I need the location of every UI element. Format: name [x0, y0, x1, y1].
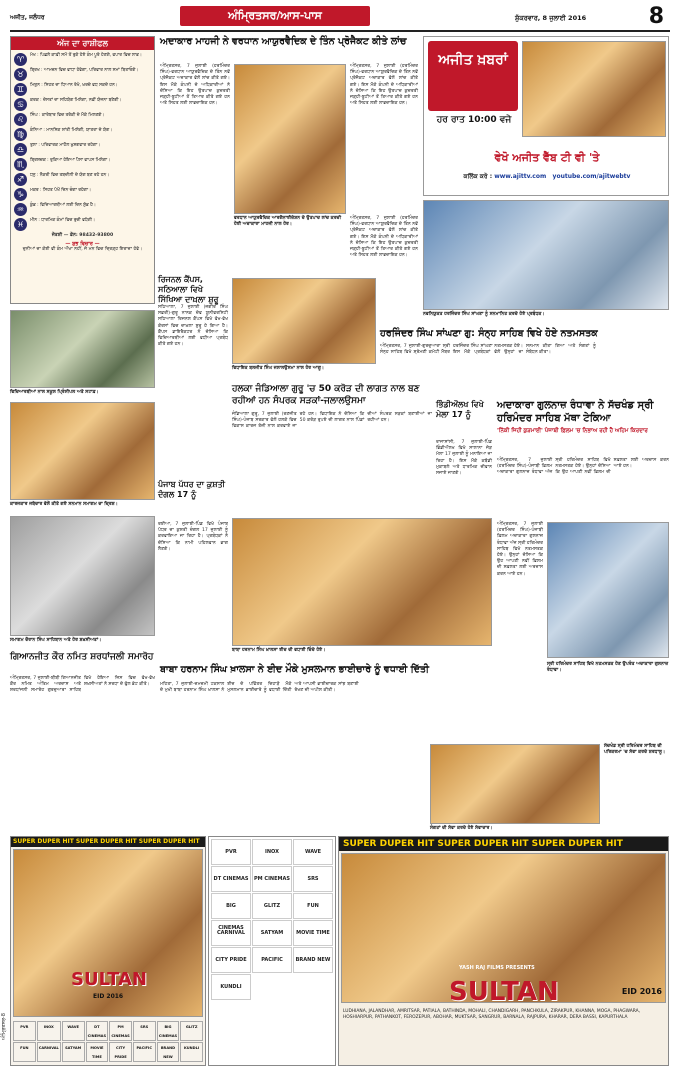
- horoscope-item: [14, 218, 151, 231]
- cinema-logo: BIG CINEMAS: [157, 1021, 180, 1041]
- ayurveda-body: ਅੰਮ੍ਰਿਤਸਰ, 7 ਜੁਲਾਈ (ਹਰਮਿੰਦਰ ਸਿੰਘ)-ਵਰਧਾਨ ਆਯੁਰਵੈਦਿਕ ਦੇ ਤਿੰਨ ਨਵੇਂ ਪ੍ਰੋਜੈਕਟ ਅਦਾਕਾਰ ਵੱਲੋਂ ਲਾਂਚ ਕੀਤੇ ਗਏ। ਇਸ ਮੌਕੇ ਕੰਪਨੀ ਦੇ ਅਧਿਕਾਰੀਆਂ ਨੇ ਦੱਸਿਆ ਕਿ ਇਹ ਉਤਪਾਦ ਕੁਦਰਤੀ ਜੜ੍ਹੀ-ਬੂਟੀਆਂ ਤੋਂ ਤਿਆਰ ਕੀਤੇ ਗਏ ਹਨ ਅਤੇ ਸਿਹਤ ਲਈ ਲਾਭਦਾਇਕ ਹਨ।: [160, 64, 230, 107]
- masthead-section: [180, 6, 370, 26]
- cinema-logo: PM CINEMAS: [252, 866, 292, 892]
- zodiac-icon: ♈: [14, 53, 27, 66]
- horoscope-item: [14, 128, 151, 141]
- ajit-news-title: ਅਜੀਤ ਖ਼ਬਰਾਂ: [438, 52, 508, 68]
- school-photo: [10, 310, 155, 388]
- gulzar-subhead: 'ਨਿੱਕੀ ਜਿਹੀ ਕੁੜਮਾਈ' ਪੰਜਾਬੀ ਫ਼ਿਲਮ 'ਚ ਨਿਭਾਅ ਰਹੀ ਹੈ ਅਹਿਮ ਕਿਰਦਾਰ: [497, 428, 648, 434]
- baba-caption: ਬਾਬਾ ਹਰਨਾਮ ਸਿੰਘ ਖ਼ਾਲਸਾ ਈਦ ਦੀ ਵਧਾਈ ਦਿੰਦੇ ਹੋਏ।: [232, 648, 326, 653]
- cinema-logo: CARNIVAL: [211, 920, 251, 946]
- zodiac-icon: ♉: [14, 68, 27, 81]
- sultan-right-title: SULTAN: [449, 977, 559, 1007]
- mela-headline: ਭਿੰਡੀਔਲਖ ਵਿਖੇ ਮੇਲਾ 17 ਨੂੰ: [436, 400, 484, 419]
- ayurveda-article: [160, 36, 418, 272]
- cinema-logo: MOVIE TIME: [293, 920, 333, 946]
- horoscope-text: ਕੁੰਭ : ਵਿਦਿਆਰਥੀਆਂ ਲਈ ਦਿਨ ਸ਼ੁੱਭ ਹੈ।: [30, 203, 96, 208]
- sultan-right-cities: LUDHIANA, JALANDHAR, AMRITSAR, PATIALA, BATHINDA, MOHALI, CHANDIGARH, PANCHKULA, ZIRAKPUR, KHANNA, MOGA, PHAGWARA, HOSHIARPUR, PATHANKOT, FEROZEPUR, ABOHAR, MUKTSAR, SANGRUR, BARNALA, RAJPURA, KHARAR, DERA BASSI, KAPURTHALA: [343, 1009, 641, 1020]
- horoscope-item: [14, 83, 151, 96]
- thought-text: ਦੁਨੀਆਂ ਦਾ ਕੋਈ ਵੀ ਕੰਮ ਔਖਾ ਨਹੀਂ, ਜੇ ਮਨ ਵਿਚ ਦ੍ਰਿੜ੍ਹ ਇਰਾਦਾ ਹੋਵੇ।: [22, 247, 143, 252]
- halka-headline: ਹਲਕਾ ਜੰਡਿਆਲਾ ਗੁਰੂ 'ਚ 50 ਕਰੋੜ ਦੀ ਲਾਗਤ ਨਾਲ ਬਣ ਰਹੀਆਂ ਹਨ ਸੰਪਰਕ ਸੜਕਾਂ-ਜਲਾਲਉਸਮਾ: [232, 384, 420, 406]
- masthead: [10, 6, 670, 32]
- horoscope-footer: ਜੋਤਸ਼ੀ — ਫ਼ੋਨ: 98432-93800: [51, 233, 114, 238]
- cinema-logo: PVR: [13, 1021, 36, 1041]
- hardev-caption: ਨਵਨਿਯੁਕਤ ਹਰਜਿੰਦਰ ਸਿੰਘ ਸਾਂਘਣਾ ਨੂੰ ਸਨਮਾਨਿਤ ਕਰਦੇ ਹੋਏ ਪ੍ਰਬੰਧਕ।: [423, 312, 545, 317]
- ajit-url-2[interactable]: youtube.com/ajitwebtv: [552, 173, 631, 180]
- ajit-time: ਹਰ ਰਾਤ 10:00 ਵਜੇ: [436, 115, 512, 125]
- horoscope-text: ਮਕਰ : ਸਿਹਤ ਪੱਖੋਂ ਦਿਨ ਚੰਗਾ ਰਹੇਗਾ।: [30, 188, 91, 193]
- ajit-news-box: [428, 41, 518, 111]
- zodiac-icon: ♏: [14, 158, 27, 171]
- side-page-label: ਅੰਮ੍ਰਿਤਸਰ-8: [1, 1013, 7, 1040]
- cinema-logo: KUNDLI: [180, 1042, 203, 1062]
- cinema-logo: GLITZ: [180, 1021, 203, 1041]
- sangat-photo: [10, 516, 155, 636]
- horoscope-text: ਮੀਨ : ਧਾਰਮਿਕ ਕੰਮਾਂ ਵਿਚ ਰੁਚੀ ਵਧੇਗੀ।: [30, 218, 95, 223]
- cinema-grid: [209, 837, 335, 1002]
- gulzar-body: ਅੰਮ੍ਰਿਤਸਰ, 7 ਜੁਲਾਈ (ਹਰਮਿੰਦਰ ਸਿੰਘ)-ਪੰਜਾਬੀ ਫ਼ਿਲਮ ਅਦਾਕਾਰਾ ਗੁਲਨਾਜ਼ ਰੰਧਾਵਾ ਅੱਜ ਸ੍ਰੀ ਹਰਿਮੰਦਰ ਸਾਹਿਬ ਵਿਖੇ ਨਤਮਸਤਕ ਹੋਏ। ਉਨ੍ਹਾਂ ਦੱਸਿਆ ਕਿ ਉਹ ਆਪਣੀ ਨਵੀਂ ਫ਼ਿਲਮ ਦੀ ਸਫ਼ਲਤਾ ਲਈ ਅਰਦਾਸ ਕਰਨ ਆਏ ਹਨ।: [497, 458, 669, 476]
- sultan-right-eid: EID 2016: [621, 987, 662, 996]
- cinema-logo: WAVE: [62, 1021, 85, 1041]
- ayurveda-body-2: ਅੰਮ੍ਰਿਤਸਰ, 7 ਜੁਲਾਈ (ਹਰਮਿੰਦਰ ਸਿੰਘ)-ਵਰਧਾਨ ਆਯੁਰਵੈਦਿਕ ਦੇ ਤਿੰਨ ਨਵੇਂ ਪ੍ਰੋਜੈਕਟ ਅਦਾਕਾਰ ਵੱਲੋਂ ਲਾਂਚ ਕੀਤੇ ਗਏ। ਇਸ ਮੌਕੇ ਕੰਪਨੀ ਦੇ ਅਧਿਕਾਰੀਆਂ ਨੇ ਦੱਸਿਆ ਕਿ ਇਹ ਉਤਪਾਦ ਕੁਦਰਤੀ ਜੜ੍ਹੀ-ਬੂਟੀਆਂ ਤੋਂ ਤਿਆਰ ਕੀਤੇ ਗਏ ਹਨ ਅਤੇ ਸਿਹਤ ਲਈ ਲਾਭਦਾਇਕ ਹਨ।: [350, 64, 418, 107]
- cinema-logo: INOX: [37, 1021, 61, 1041]
- zodiac-icon: ♑: [14, 188, 27, 201]
- zodiac-icon: ♋: [14, 98, 27, 111]
- regional-body: ਸਠਿਆਲਾ, 7 ਜੁਲਾਈ (ਜਗੀਰ ਸਿੰਘ ਸਫ਼ਰੀ)-ਗੁਰੂ ਨਾਨਕ ਦੇਵ ਯੂਨੀਵਰਸਿਟੀ ਸਠਿਆਲਾ ਰਿਜਨਲ ਕੈਂਪਸ ਵਿਖੇ ਵੱਖ-ਵੱਖ ਕੋਰਸਾਂ ਵਿਚ ਦਾਖ਼ਲਾ ਸ਼ੁਰੂ ਹੋ ਗਿਆ ਹੈ। ਕੈਂਪਸ ਡਾਇਰੈਕਟਰ ਨੇ ਦੱਸਿਆ ਕਿ ਵਿਦਿਆਰਥੀਆਂ ਲਈ ਵਧੀਆ ਪ੍ਰਬੰਧ ਕੀਤੇ ਗਏ ਹਨ।: [158, 305, 228, 348]
- ayurveda-headline: ਅਦਾਕਾਰ ਮਾਹਜੀ ਨੇ ਵਰਧਾਨ ਆਯੁਰਵੈਦਿਕ ਦੇ ਤਿੰਨ ਪ੍ਰੋਜੈਕਟ ਕੀਤੇ ਲਾਂਚ: [160, 36, 407, 47]
- horoscope-box: [10, 36, 155, 304]
- horoscope-text: ਸਿੰਘ : ਕਾਰੋਬਾਰ ਵਿਚ ਤਰੱਕੀ ਦੇ ਮੌਕੇ ਮਿਲਣਗੇ।: [30, 113, 105, 118]
- horoscope-text: ਮਿਥੁਨ : ਸਿਹਤ ਦਾ ਧਿਆਨ ਰੱਖੋ, ਖ਼ਰਚੇ ਵਧ ਸਕਦੇ ਹਨ।: [30, 83, 118, 88]
- cinema-logo: DT CINEMAS: [86, 1021, 109, 1041]
- regional-headline: ਰਿਜਨਲ ਕੈਂਪਸ, ਸਠਿਆਲਾ ਵਿਖੇ ਸਿੱਖਿਆ ਦਾਖ਼ਲਾ ਸ਼ੁਰੂ: [158, 275, 219, 304]
- sangat-caption: ਸਮਾਗਮ ਦੌਰਾਨ ਸਿੰਘ ਸਾਹਿਬਾਨ ਅਤੇ ਹੋਰ ਸ਼ਖ਼ਸੀਅਤਾਂ।: [10, 638, 102, 643]
- cinema-logo: DT CINEMAS: [211, 866, 251, 892]
- horoscope-title: ਅੱਜ ਦਾ ਰਾਸ਼ੀਫਲ: [11, 37, 154, 50]
- gulzar-caption: ਸ੍ਰੀ ਹਰਿਮੰਦਰ ਸਾਹਿਬ ਵਿਖੇ ਨਤਮਸਤਕ ਹੋਣ ਉਪਰੰਤ ਅਦਾਕਾਰਾ ਗੁਲਨਾਜ਼ ਰੰਧਾਵਾ।: [547, 662, 669, 673]
- zodiac-icon: ♎: [14, 143, 27, 156]
- sultan-left-poster: [13, 849, 203, 1017]
- halka-body: ਜੰਡਿਆਲਾ ਗੁਰੂ, 7 ਜੁਲਾਈ (ਰਣਜੀਤ ਸਿੰਘ)-ਪੰਜਾਬ ਸਰਕਾਰ ਵੱਲੋਂ ਹਲਕੇ ਵਿਚ ਵਿਕਾਸ ਕਾਰਜ ਤੇਜ਼ੀ ਨਾਲ ਕਰਵਾਏ ਜਾ ਰਹੇ ਹਨ। ਵਿਧਾਇਕ ਨੇ ਦੱਸਿਆ ਕਿ 50 ਕਰੋੜ ਰੁਪਏ ਦੀ ਲਾਗਤ ਨਾਲ ਪਿੰਡਾਂ ਦੀਆਂ ਸੰਪਰਕ ਸੜਕਾਂ ਬਣਾਈਆਂ ਜਾ ਰਹੀਆਂ ਹਨ।: [232, 412, 432, 430]
- cinema-logos-left: [13, 1021, 203, 1062]
- cinema-logo: SATYAM: [62, 1042, 85, 1062]
- hardev-photo: [423, 200, 669, 310]
- horoscope-text: ਬ੍ਰਿਸ਼ਚਕ : ਰੁਕਿਆ ਹੋਇਆ ਪੈਸਾ ਵਾਪਸ ਮਿਲੇਗਾ।: [30, 158, 111, 163]
- thought-title: — ਸ਼ੁਭ ਵਿਚਾਰ —: [65, 241, 100, 247]
- page-number: 8: [648, 4, 664, 29]
- cinema-logo: KUNDLI: [211, 974, 251, 1000]
- ajit-links: ਕਲਿੱਕ ਕਰੋ : www.ajittv.com youtube.com/ajitwebtv: [463, 173, 631, 180]
- masthead-date: ਸ਼ੁੱਕਰਵਾਰ, 8 ਜੁਲਾਈ 2016: [515, 14, 587, 22]
- ajit-click: ਕਲਿੱਕ ਕਰੋ: [463, 173, 488, 180]
- hardev-headline: ਹਰਜਿੰਦਰ ਸਿੰਘ ਸਾਂਘਣਾ ਗੁ: ਸੰਨ੍ਹ ਸਾਹਿਬ ਵਿਖੇ ਹੋਏ ਨਤਮਸਤਕ: [380, 328, 598, 339]
- cinema-logo: PACIFIC: [133, 1042, 156, 1062]
- sultan-right-banner: SUPER DUPER HIT SUPER DUPER HIT SUPER DUPER HIT: [339, 837, 668, 851]
- sultan-ad-left: [10, 836, 206, 1066]
- horoscope-item: [14, 113, 151, 126]
- baba-body: ਮਹਿਤਾ, 7 ਜੁਲਾਈ-ਦਮਦਮੀ ਟਕਸਾਲ ਦੇ ਮੁਖੀ ਬਾਬਾ ਹਰਨਾਮ ਸਿੰਘ ਖ਼ਾਲਸਾ ਨੇ ਈਦ ਦੇ ਪਵਿੱਤਰ ਦਿਹਾੜੇ ਮੌਕੇ ਮੁਸਲਮਾਨ ਭਾਈਚਾਰੇ ਨੂੰ ਵਧਾਈ ਦਿੱਤੀ ਅਤੇ ਆਪਸੀ ਭਾਈਚਾਰਕ ਸਾਂਝ ਬਣਾਈ ਰੱਖਣ ਦੀ ਅਪੀਲ ਕੀਤੀ।: [160, 682, 359, 694]
- cinema-logo: WAVE: [293, 839, 333, 865]
- masthead-section-title: ਅੰਮ੍ਰਿਤਸਰ/ਆਸ-ਪਾਸ: [228, 9, 322, 22]
- horoscope-text: ਧਨੁ : ਨੌਕਰੀ ਵਿਚ ਤਬਦੀਲੀ ਦੇ ਯੋਗ ਬਣ ਰਹੇ ਹਨ।: [30, 173, 110, 178]
- horoscope-text: ਮੇਖ : ਪਿਛਲੇ ਕਾਫ਼ੀ ਸਮੇਂ ਤੋਂ ਰੁਕੇ ਹੋਏ ਕੰਮ ਪੂਰੇ ਹੋਣਗੇ, ਵਪਾਰ ਵਿਚ ਲਾਭ।: [30, 53, 142, 58]
- sultan-left-title: SULTAN: [71, 969, 147, 990]
- horoscope-item: [14, 173, 151, 186]
- horoscope-item: [14, 98, 151, 111]
- horoscope-text: ਕੰਨਿਆ : ਮਾਨਸਿਕ ਸ਼ਾਂਤੀ ਮਿਲੇਗੀ, ਯਾਤਰਾ ਦੇ ਯੋਗ।: [30, 128, 113, 133]
- halka-caption: ਵਿਧਾਇਕ ਬਲਜੀਤ ਸਿੰਘ ਜਲਾਲਉਸਮਾ ਨਾਲ ਹੋਰ ਆਗੂ।: [232, 366, 325, 371]
- zodiac-icon: ♒: [14, 203, 27, 216]
- ajit-ad-photo: [522, 41, 666, 137]
- horoscope-list: [11, 50, 154, 231]
- horoscope-item: [14, 188, 151, 201]
- sultan-left-banner: SUPER DUPER HIT SUPER DUPER HIT SUPER DUPER HIT: [11, 837, 205, 847]
- cinema-logo: MOVIE TIME: [86, 1042, 109, 1062]
- cinema-logo: CITY PRIDE: [109, 1042, 132, 1062]
- temple-photo: [430, 744, 600, 824]
- zodiac-icon: ♌: [14, 113, 27, 126]
- cinema-logo: BRAND NEW: [293, 947, 333, 973]
- temple-caption: ਸੱਚਖੰਡ ਸ੍ਰੀ ਹਰਿਮੰਦਰ ਸਾਹਿਬ ਦੀ ਪਰਿਕਰਮਾ 'ਚ ਸੇਵਾ ਕਰਦੇ ਸ਼ਰਧਾਲੂ।: [604, 744, 666, 755]
- cinema-logo: INOX: [252, 839, 292, 865]
- ajit-url-1[interactable]: www.ajittv.com: [494, 173, 547, 180]
- horoscope-item: [14, 68, 151, 81]
- zodiac-icon: ♊: [14, 83, 27, 96]
- zodiac-icon: ♐: [14, 173, 27, 186]
- cinema-logo: CITY PRIDE: [211, 947, 251, 973]
- horoscope-item: [14, 53, 151, 66]
- gulzar-article: [497, 400, 669, 740]
- gulzar-photo: [547, 522, 669, 658]
- cinema-logo: FUN: [293, 893, 333, 919]
- sultan-left-eid: EID 2016: [93, 993, 124, 1000]
- cinema-logo: CARNIVAL: [37, 1042, 61, 1062]
- cinema-logo: SRS: [293, 866, 333, 892]
- hardev-body: ਅੰਮ੍ਰਿਤਸਰ, 7 ਜੁਲਾਈ-ਗੁਰਦੁਆਰਾ ਸ੍ਰੀ ਸੰਨ੍ਹ ਸਾਹਿਬ ਵਿਖੇ ਸ਼੍ਰੋਮਣੀ ਕਮੇਟੀ ਮੈਂਬਰ ਹਰਜਿੰਦਰ ਸਿੰਘ ਸਾਂਘਣਾ ਨਤਮਸਤਕ ਹੋਏ। ਇਸ ਮੌਕੇ ਪ੍ਰਬੰਧਕਾਂ ਵੱਲੋਂ ਉਨ੍ਹਾਂ ਦਾ ਸਨਮਾਨ ਕੀਤਾ ਗਿਆ ਅਤੇ ਸੰਗਤਾਂ ਨੂੰ ਸੰਬੋਧਨ ਕੀਤਾ।: [380, 344, 596, 356]
- sewa-caption: ਸੰਗਤਾਂ ਦੀ ਸੇਵਾ ਕਰਦੇ ਹੋਏ ਸੇਵਾਦਾਰ।: [430, 826, 493, 831]
- baba-headline: ਬਾਬਾ ਹਰਨਾਮ ਸਿੰਘ ਖ਼ਾਲਸਾ ਨੇ ਈਦ ਮੌਕੇ ਮੁਸਲਮਾਨ ਭਾਈਚਾਰੇ ਨੂੰ ਵਧਾਈ ਦਿੱਤੀ: [160, 664, 429, 675]
- halka-photo: [232, 278, 376, 364]
- cinema-logo: PVR: [211, 839, 251, 865]
- zodiac-icon: ♍: [14, 128, 27, 141]
- cinema-logo: SATYAM: [252, 920, 292, 946]
- wrestling-headline: ਪੰਜਾਬ ਪੱਧਰ ਦਾ ਕੁਸ਼ਤੀ ਦੰਗਲ 17 ਨੂੰ: [158, 480, 226, 499]
- baba-photo: [232, 518, 492, 646]
- ayurveda-photo: [234, 64, 346, 214]
- ayurveda-body-3: ਅੰਮ੍ਰਿਤਸਰ, 7 ਜੁਲਾਈ (ਹਰਮਿੰਦਰ ਸਿੰਘ)-ਵਰਧਾਨ ਆਯੁਰਵੈਦਿਕ ਦੇ ਤਿੰਨ ਨਵੇਂ ਪ੍ਰੋਜੈਕਟ ਅਦਾਕਾਰ ਵੱਲੋਂ ਲਾਂਚ ਕੀਤੇ ਗਏ। ਇਸ ਮੌਕੇ ਕੰਪਨੀ ਦੇ ਅਧਿਕਾਰੀਆਂ ਨੇ ਦੱਸਿਆ ਕਿ ਇਹ ਉਤਪਾਦ ਕੁਦਰਤੀ ਜੜ੍ਹੀ-ਬੂਟੀਆਂ ਤੋਂ ਤਿਆਰ ਕੀਤੇ ਗਏ ਹਨ ਅਤੇ ਸਿਹਤ ਲਈ ਲਾਭਦਾਇਕ ਹਨ।: [350, 216, 418, 259]
- gulzar-body-2: ਅੰਮ੍ਰਿਤਸਰ, 7 ਜੁਲਾਈ (ਹਰਮਿੰਦਰ ਸਿੰਘ)-ਪੰਜਾਬੀ ਫ਼ਿਲਮ ਅਦਾਕਾਰਾ ਗੁਲਨਾਜ਼ ਰੰਧਾਵਾ ਅੱਜ ਸ੍ਰੀ ਹਰਿਮੰਦਰ ਸਾਹਿਬ ਵਿਖੇ ਨਤਮਸਤਕ ਹੋਏ। ਉਨ੍ਹਾਂ ਦੱਸਿਆ ਕਿ ਉਹ ਆਪਣੀ ਨਵੀਂ ਫ਼ਿਲਮ ਦੀ ਸਫ਼ਲਤਾ ਲਈ ਅਰਦਾਸ ਕਰਨ ਆਏ ਹਨ।: [497, 522, 543, 577]
- horoscope-text: ਕਰਕ : ਦੋਸਤਾਂ ਦਾ ਸਹਿਯੋਗ ਮਿਲੇਗਾ, ਨਵੀਂ ਯੋਜਨਾ ਬਣੇਗੀ।: [30, 98, 122, 103]
- horoscope-text: ਤੁਲਾ : ਪਰਿਵਾਰਕ ਮਾਹੌਲ ਖ਼ੁਸ਼ਗਵਾਰ ਰਹੇਗਾ।: [30, 143, 101, 148]
- wrestling-body: ਰਈਆ, 7 ਜੁਲਾਈ-ਪਿੰਡ ਵਿਖੇ ਪੰਜਾਬ ਪੱਧਰ ਦਾ ਕੁਸ਼ਤੀ ਦੰਗਲ 17 ਜੁਲਾਈ ਨੂੰ ਕਰਵਾਇਆ ਜਾ ਰਿਹਾ ਹੈ। ਪ੍ਰਬੰਧਕਾਂ ਨੇ ਦੱਸਿਆ ਕਿ ਨਾਮੀ ਪਹਿਲਵਾਨ ਭਾਗ ਲੈਣਗੇ।: [158, 522, 228, 552]
- horoscope-item: [14, 203, 151, 216]
- cinema-listing: [208, 836, 336, 1066]
- group-photo: [10, 402, 155, 500]
- sultan-right-presenter: YASH RAJ FILMS PRESENTS: [459, 965, 535, 971]
- gurmat-body: ਅੰਮ੍ਰਿਤਸਰ, 7 ਜੁਲਾਈ-ਬੀਬੀ ਗਿਆਨਜੀਤ ਕੌਰ ਨਮਿਤ ਅੰਤਿਮ ਅਰਦਾਸ ਅਤੇ ਸ਼ਰਧਾਂਜਲੀ ਸਮਾਰੋਹ ਗੁਰਦੁਆਰਾ ਸਾਹਿਬ ਵਿਖੇ ਹੋਇਆ ਜਿਸ ਵਿਚ ਵੱਖ-ਵੱਖ ਸ਼ਖ਼ਸੀਅਤਾਂ ਨੇ ਸ਼ਰਧਾ ਦੇ ਫੁੱਲ ਭੇਟ ਕੀਤੇ।: [10, 676, 155, 694]
- cinema-logo: FUN: [13, 1042, 36, 1062]
- cinema-logo: BIG CINEMAS: [211, 893, 251, 919]
- gulzar-headline: ਅਦਾਕਾਰਾ ਗੁਲਨਾਜ਼ ਰੰਧਾਵਾ ਨੇ ਸੱਚਖੰਡ ਸ੍ਰੀ ਹਰਿਮੰਦਰ ਸਾਹਿਬ ਮੱਥਾ ਟੇਕਿਆ: [497, 400, 654, 424]
- zodiac-icon: ♓: [14, 218, 27, 231]
- cinema-logo: GLITZ: [252, 893, 292, 919]
- ajit-tagline: ਵੇਖੋ ਅਜੀਤ ਵੈੱਬ ਟੀ ਵੀ 'ਤੇ: [494, 151, 600, 164]
- horoscope-item: [14, 158, 151, 171]
- cinema-logo: SRS: [133, 1021, 156, 1041]
- ajit-tv-ad: [423, 36, 669, 196]
- masthead-left: ਅਜੀਤ, ਜਲੰਧਰ: [10, 14, 45, 21]
- sultan-ad-right: [338, 836, 669, 1066]
- gurmat-headline: ਗਿਆਨਜੀਤ ਕੌਰ ਨਮਿਤ ਸ਼ਰਧਾਂਜਲੀ ਸਮਾਰੋਹ: [10, 652, 154, 662]
- horoscope-text: ਬ੍ਰਿਖ : ਆਮਦਨ ਵਿਚ ਵਾਧਾ ਹੋਵੇਗਾ, ਪਰਿਵਾਰ ਨਾਲ ਸਮਾਂ ਬਿਤਾਓਗੇ।: [30, 68, 139, 73]
- ayurveda-caption: ਵਰਧਾਨ ਆਯੁਰਵੈਦਿਕ ਆਰਗੈਨਾਈਜ਼ੇਸ਼ਨ ਦੇ ਉਤਪਾਦ ਲਾਂਚ ਕਰਦੀ ਹੋਈ ਅਦਾਕਾਰਾ ਮਾਹਜੀ ਨਾਲ ਹੋਰ।: [234, 216, 342, 227]
- cinema-logo: PACIFIC: [252, 947, 292, 973]
- cinema-logo: BRAND NEW: [157, 1042, 180, 1062]
- horoscope-item: [14, 143, 151, 156]
- group-caption: ਕਾਰਜਕਾਰ ਜਥੇਦਾਰ ਵੱਲੋਂ ਕੀਤੇ ਗਏ ਸਨਮਾਨ ਸਮਾਗਮ ਦਾ ਦ੍ਰਿਸ਼।: [10, 502, 118, 507]
- school-caption: ਵਿਦਿਆਰਥੀਆਂ ਨਾਲ ਸਕੂਲ ਪ੍ਰਿੰਸੀਪਲ ਅਤੇ ਸਟਾਫ਼।: [10, 390, 99, 395]
- mela-body: ਰਾਜਾਸਾਂਸੀ, 7 ਜੁਲਾਈ-ਪਿੰਡ ਭਿੰਡੀਔਲਖ ਵਿਖੇ ਸਾਲਾਨਾ ਜੋੜ ਮੇਲਾ 17 ਜੁਲਾਈ ਨੂੰ ਮਨਾਇਆ ਜਾ ਰਿਹਾ ਹੈ। ਇਸ ਮੌਕੇ ਕਬੱਡੀ ਮੁਕਾਬਲੇ ਅਤੇ ਧਾਰਮਿਕ ਦੀਵਾਨ ਸਜਾਏ ਜਾਣਗੇ।: [436, 440, 492, 477]
- cinema-logo: PM CINEMAS: [109, 1021, 132, 1041]
